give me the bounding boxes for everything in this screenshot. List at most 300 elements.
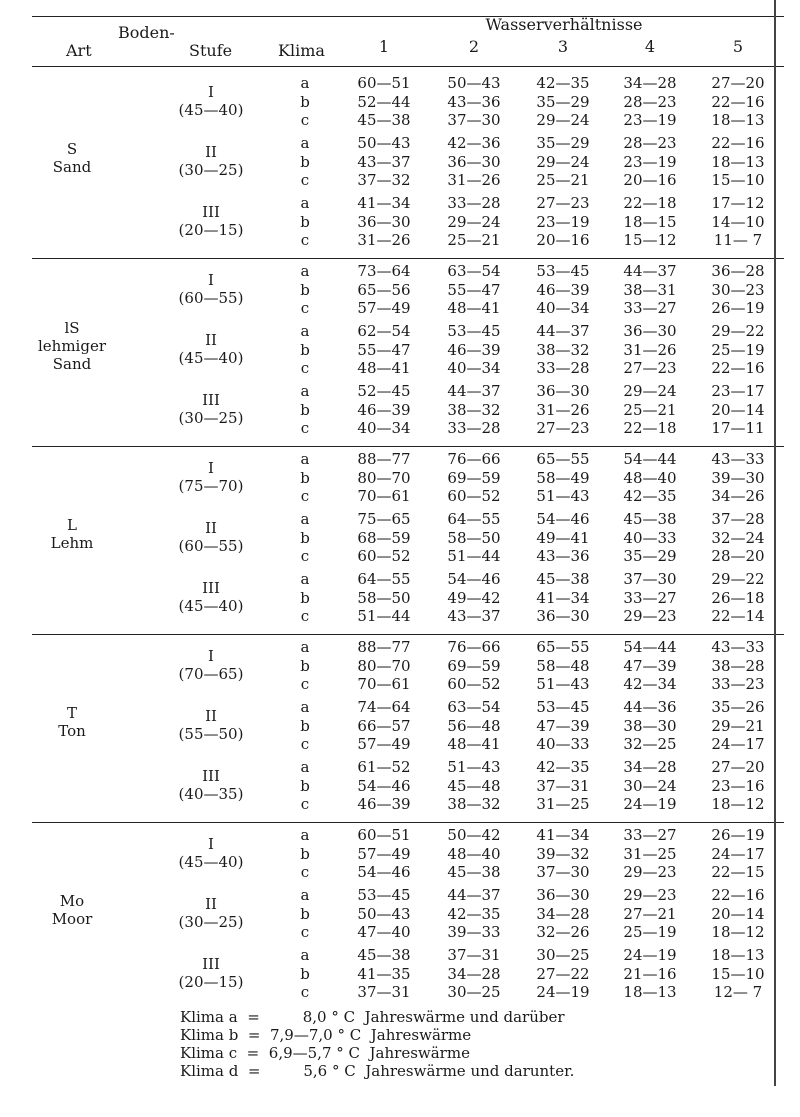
table-cell: 48—40 [447, 844, 501, 863]
table-cell: 88—77 [357, 638, 411, 656]
table-cell: 33—28 [536, 359, 590, 377]
stufe-label: I [208, 647, 214, 665]
table-cell: 45—48 [447, 776, 501, 795]
table-cell: 51—43 [536, 675, 590, 693]
stufe-range: (45—40) [178, 101, 244, 119]
stufe-range: (45—40) [178, 597, 244, 615]
table-cell: 54—46 [536, 510, 590, 528]
table-cell: 51—43 [447, 758, 501, 776]
table-cell: 35—29 [536, 134, 590, 152]
table-cell: 49—41 [536, 528, 590, 547]
klima-letter: c [300, 675, 310, 693]
klima-letter: a [300, 826, 310, 844]
table-cell: 70—61 [357, 675, 411, 693]
table-cell: 80—70 [357, 656, 411, 675]
klima-letter: a [300, 74, 310, 92]
table-cell: 38—32 [447, 795, 501, 813]
table-cell: 27—23 [623, 359, 677, 377]
table-cell: 24—19 [536, 983, 590, 1001]
table-cell: 17—12 [711, 194, 765, 212]
stufe-range: (45—40) [178, 349, 244, 367]
klima-letter: c [300, 419, 310, 437]
soil-type-name: Moor [51, 910, 93, 928]
table-cell: 47—39 [623, 656, 677, 675]
table-cell: 33—27 [623, 299, 677, 317]
header-col-2: 2 [468, 37, 480, 56]
table-cell: 42—34 [623, 675, 677, 693]
table-cell: 37—30 [536, 863, 590, 881]
table-cell: 29—23 [623, 886, 677, 904]
table-cell: 45—38 [447, 863, 501, 881]
table-cell: 37—30 [447, 111, 501, 129]
table-cell: 58—50 [357, 588, 411, 607]
table-cell: 34—26 [711, 487, 765, 505]
table-cell: 37—30 [623, 570, 677, 588]
table-cell: 25—21 [623, 400, 677, 419]
table-cell: 41—34 [536, 588, 590, 607]
table-cell: 66—57 [357, 716, 411, 735]
stufe-range: (30—25) [178, 409, 244, 427]
table-cell: 43—37 [447, 607, 501, 625]
table-cell: 33—27 [623, 826, 677, 844]
table-cell: 44—37 [623, 262, 677, 280]
table-cell: 24—19 [623, 795, 677, 813]
table-cell: 40—33 [536, 735, 590, 753]
klima-letter: b [300, 716, 310, 735]
table-cell: 32—25 [623, 735, 677, 753]
stufe-label: II [205, 519, 217, 537]
table-cell: 18—12 [711, 795, 765, 813]
table-cell: 41—35 [357, 964, 411, 983]
klima-letter: b [300, 588, 310, 607]
table-cell: 18—13 [711, 152, 765, 171]
table-cell: 30—25 [447, 983, 501, 1001]
table-cell: 20—16 [536, 231, 590, 249]
table-cell: 65—55 [536, 450, 590, 468]
table-cell: 21—16 [623, 964, 677, 983]
table-cell: 69—59 [447, 656, 501, 675]
table-cell: 15—10 [711, 964, 765, 983]
table-cell: 55—47 [357, 340, 411, 359]
klima-letter: c [300, 607, 310, 625]
stufe-range: (60—55) [178, 289, 244, 307]
table-cell: 15—10 [711, 171, 765, 189]
klima-letter: b [300, 776, 310, 795]
table-cell: 36—30 [536, 382, 590, 400]
klima-letter: c [300, 735, 310, 753]
klima-letter: b [300, 212, 310, 231]
table-cell: 46—39 [357, 400, 411, 419]
table-cell: 27—20 [711, 758, 765, 776]
table-cell: 60—51 [357, 74, 411, 92]
table-cell: 45—38 [536, 570, 590, 588]
table-cell: 38—30 [623, 716, 677, 735]
stufe-label: III [202, 579, 220, 597]
table-cell: 53—45 [447, 322, 501, 340]
table-cell: 23—16 [711, 776, 765, 795]
table-cell: 36—28 [711, 262, 765, 280]
klima-letter: a [300, 570, 310, 588]
table-cell: 36—30 [357, 212, 411, 231]
table-cell: 50—43 [357, 904, 411, 923]
klima-letter: a [300, 322, 310, 340]
table-cell: 23—19 [623, 152, 677, 171]
klima-letter: b [300, 340, 310, 359]
table-cell: 29—23 [623, 863, 677, 881]
klima-letter: a [300, 638, 310, 656]
klima-letter: b [300, 152, 310, 171]
klima-letter: a [300, 510, 310, 528]
table-cell: 35—29 [623, 547, 677, 565]
table-cell: 33—23 [711, 675, 765, 693]
table-cell: 60—52 [447, 675, 501, 693]
table-cell: 48—40 [623, 468, 677, 487]
table-cell: 14—10 [711, 212, 765, 231]
stufe-label: II [205, 143, 217, 161]
table-cell: 55—47 [447, 280, 501, 299]
table-cell: 54—46 [357, 776, 411, 795]
table-cell: 47—39 [536, 716, 590, 735]
stufe-label: I [208, 459, 214, 477]
table-cell: 42—35 [536, 74, 590, 92]
table-cell: 27—23 [536, 194, 590, 212]
klima-letter: c [300, 171, 310, 189]
top-rule [32, 16, 784, 17]
soil-type-code: S [66, 140, 78, 158]
klima-letter: b [300, 92, 310, 111]
soil-type-code: L [67, 516, 77, 534]
table-cell: 53—45 [536, 698, 590, 716]
table-cell: 24—19 [623, 946, 677, 964]
soil-type-name: Lehm [50, 534, 94, 552]
soil-type-name: Ton [58, 722, 86, 740]
klima-letter: b [300, 844, 310, 863]
table-cell: 60—52 [447, 487, 501, 505]
table-cell: 22—18 [623, 194, 677, 212]
table-cell: 18—15 [623, 212, 677, 231]
table-cell: 38—32 [447, 400, 501, 419]
group-divider-rule [32, 822, 784, 823]
table-cell: 29—23 [623, 607, 677, 625]
table-cell: 45—38 [357, 111, 411, 129]
table-cell: 38—32 [536, 340, 590, 359]
table-cell: 18—13 [711, 111, 765, 129]
table-cell: 52—44 [357, 92, 411, 111]
table-cell: 47—40 [357, 923, 411, 941]
klima-letter: a [300, 194, 310, 212]
table-cell: 30—23 [711, 280, 765, 299]
table-cell: 29—22 [711, 322, 765, 340]
group-divider-rule [32, 258, 784, 259]
table-cell: 25—19 [711, 340, 765, 359]
group-divider-rule [32, 634, 784, 635]
table-cell: 33—27 [623, 588, 677, 607]
header-col-5: 5 [732, 37, 744, 56]
header-wasserverhaeltnisse: Wasserverhältnisse [485, 15, 643, 34]
header-stufe: Stufe [189, 41, 233, 60]
table-cell: 31—25 [536, 795, 590, 813]
klima-letter: a [300, 262, 310, 280]
klima-letter: a [300, 698, 310, 716]
table-cell: 42—35 [623, 487, 677, 505]
stufe-label: III [202, 767, 220, 785]
table-cell: 76—66 [447, 638, 501, 656]
table-cell: 29—22 [711, 570, 765, 588]
table-cell: 12— 7 [713, 983, 763, 1001]
table-cell: 36—30 [536, 886, 590, 904]
table-cell: 32—24 [711, 528, 765, 547]
stufe-range: (20—15) [178, 221, 244, 239]
table-cell: 45—38 [357, 946, 411, 964]
klima-letter: b [300, 656, 310, 675]
table-cell: 50—42 [447, 826, 501, 844]
legend-line-a: Klima a = 8,0 ° C Jahreswärme und darüber [180, 1008, 565, 1026]
table-cell: 43—33 [711, 638, 765, 656]
table-cell: 33—28 [447, 194, 501, 212]
table-cell: 42—35 [536, 758, 590, 776]
stufe-range: (30—25) [178, 913, 244, 931]
table-cell: 24—17 [711, 844, 765, 863]
table-cell: 15—12 [623, 231, 677, 249]
table-cell: 39—30 [711, 468, 765, 487]
klima-letter: c [300, 547, 310, 565]
klima-letter: c [300, 299, 310, 317]
table-cell: 70—61 [357, 487, 411, 505]
table-cell: 37—28 [711, 510, 765, 528]
table-cell: 44—36 [623, 698, 677, 716]
table-cell: 76—66 [447, 450, 501, 468]
table-cell: 43—36 [447, 92, 501, 111]
table-cell: 57—49 [357, 299, 411, 317]
klima-letter: b [300, 904, 310, 923]
klima-letter: b [300, 400, 310, 419]
table-cell: 27—23 [536, 419, 590, 437]
table-cell: 50—43 [357, 134, 411, 152]
table-cell: 40—34 [536, 299, 590, 317]
header-col-3: 3 [557, 37, 569, 56]
legend-line-d: Klima d = 5,6 ° C Jahreswärme und darunter. [180, 1062, 575, 1080]
table-cell: 46—39 [447, 340, 501, 359]
table-cell: 31—26 [357, 231, 411, 249]
soil-type-code: Mo [59, 892, 85, 910]
table-cell: 35—29 [536, 92, 590, 111]
table-cell: 44—37 [536, 322, 590, 340]
table-cell: 27—20 [711, 74, 765, 92]
stufe-range: (30—25) [178, 161, 244, 179]
stufe-range: (40—35) [178, 785, 244, 803]
table-cell: 53—45 [536, 262, 590, 280]
table-cell: 43—33 [711, 450, 765, 468]
header-boden: Boden- [118, 23, 175, 42]
klima-letter: a [300, 758, 310, 776]
klima-letter: a [300, 946, 310, 964]
table-cell: 75—65 [357, 510, 411, 528]
table-cell: 22—16 [711, 134, 765, 152]
table-cell: 31—26 [447, 171, 501, 189]
table-cell: 64—55 [357, 570, 411, 588]
group-divider-rule [32, 446, 784, 447]
klima-letter: c [300, 795, 310, 813]
table-cell: 42—36 [447, 134, 501, 152]
stufe-range: (75—70) [178, 477, 244, 495]
table-cell: 51—44 [357, 607, 411, 625]
table-cell: 41—34 [536, 826, 590, 844]
klima-letter: a [300, 450, 310, 468]
table-cell: 27—22 [536, 964, 590, 983]
stufe-label: I [208, 83, 214, 101]
table-cell: 11— 7 [713, 231, 763, 249]
table-cell: 58—48 [536, 656, 590, 675]
table-cell: 39—33 [447, 923, 501, 941]
table-cell: 53—45 [357, 886, 411, 904]
table-cell: 80—70 [357, 468, 411, 487]
table-cell: 20—14 [711, 904, 765, 923]
table-cell: 23—19 [536, 212, 590, 231]
table-cell: 40—33 [623, 528, 677, 547]
table-cell: 34—28 [447, 964, 501, 983]
table-cell: 27—21 [623, 904, 677, 923]
table-cell: 44—37 [447, 382, 501, 400]
table-cell: 54—44 [623, 638, 677, 656]
klima-letter: b [300, 280, 310, 299]
table-cell: 18—13 [623, 983, 677, 1001]
table-cell: 37—32 [357, 171, 411, 189]
klima-letter: a [300, 382, 310, 400]
soil-type-code: T [66, 704, 78, 722]
table-cell: 62—54 [357, 322, 411, 340]
stufe-label: III [202, 203, 220, 221]
stufe-range: (55—50) [178, 725, 244, 743]
table-cell: 43—37 [357, 152, 411, 171]
table-cell: 36—30 [623, 322, 677, 340]
stufe-label: II [205, 707, 217, 725]
table-cell: 52—45 [357, 382, 411, 400]
table-cell: 68—59 [357, 528, 411, 547]
table-cell: 49—42 [447, 588, 501, 607]
legend-line-c: Klima c = 6,9—5,7 ° C Jahreswärme [180, 1044, 470, 1062]
table-cell: 29—24 [623, 382, 677, 400]
header-klima: Klima [278, 41, 325, 60]
table-cell: 44—37 [447, 886, 501, 904]
stufe-range: (45—40) [178, 853, 244, 871]
table-cell: 63—54 [447, 262, 501, 280]
table-cell: 39—32 [536, 844, 590, 863]
table-cell: 37—31 [447, 946, 501, 964]
table-cell: 51—44 [447, 547, 501, 565]
table-cell: 60—52 [357, 547, 411, 565]
klima-letter: c [300, 231, 310, 249]
table-cell: 31—26 [536, 400, 590, 419]
table-cell: 28—23 [623, 134, 677, 152]
table-cell: 24—17 [711, 735, 765, 753]
table-cell: 42—35 [447, 904, 501, 923]
table-cell: 50—43 [447, 74, 501, 92]
table-cell: 45—38 [623, 510, 677, 528]
table-cell: 26—18 [711, 588, 765, 607]
table-cell: 31—26 [623, 340, 677, 359]
table-cell: 18—13 [711, 946, 765, 964]
table-cell: 43—36 [536, 547, 590, 565]
table-cell: 34—28 [623, 74, 677, 92]
klima-letter: c [300, 359, 310, 377]
table-cell: 57—49 [357, 735, 411, 753]
table-cell: 56—48 [447, 716, 501, 735]
legend-line-b: Klima b = 7,9—7,0 ° C Jahreswärme [180, 1026, 472, 1044]
table-cell: 22—14 [711, 607, 765, 625]
table-cell: 20—16 [623, 171, 677, 189]
table-cell: 30—25 [536, 946, 590, 964]
table-cell: 29—24 [536, 111, 590, 129]
klima-letter: a [300, 134, 310, 152]
soil-type-name: lehmiger Sand [37, 337, 106, 373]
table-cell: 65—55 [536, 638, 590, 656]
table-cell: 58—50 [447, 528, 501, 547]
scan-edge-line [774, 0, 776, 1086]
klima-letter: c [300, 111, 310, 129]
table-cell: 51—43 [536, 487, 590, 505]
table-cell: 26—19 [711, 826, 765, 844]
klima-letter: a [300, 886, 310, 904]
stufe-range: (20—15) [178, 973, 244, 991]
klima-letter: b [300, 468, 310, 487]
table-cell: 33—28 [447, 419, 501, 437]
table-cell: 48—41 [357, 359, 411, 377]
header-col-4: 4 [644, 37, 656, 56]
stufe-label: II [205, 331, 217, 349]
table-cell: 22—15 [711, 863, 765, 881]
table-cell: 37—31 [357, 983, 411, 1001]
table-cell: 60—51 [357, 826, 411, 844]
klima-letter: c [300, 487, 310, 505]
klima-letter: c [300, 983, 310, 1001]
table-cell: 48—41 [447, 735, 501, 753]
table-cell: 25—21 [536, 171, 590, 189]
klima-letter: c [300, 923, 310, 941]
table-cell: 57—49 [357, 844, 411, 863]
stufe-label: III [202, 955, 220, 973]
table-cell: 69—59 [447, 468, 501, 487]
table-cell: 40—34 [357, 419, 411, 437]
table-cell: 58—49 [536, 468, 590, 487]
stufe-label: III [202, 391, 220, 409]
table-cell: 28—23 [623, 92, 677, 111]
soil-type-name: Sand [52, 158, 92, 176]
table-cell: 29—24 [536, 152, 590, 171]
table-cell: 23—19 [623, 111, 677, 129]
table-cell: 88—77 [357, 450, 411, 468]
table-cell: 37—31 [536, 776, 590, 795]
table-cell: 54—46 [357, 863, 411, 881]
stufe-label: I [208, 835, 214, 853]
stufe-range: (70—65) [178, 665, 244, 683]
table-cell: 63—54 [447, 698, 501, 716]
table-cell: 64—55 [447, 510, 501, 528]
table-cell: 23—17 [711, 382, 765, 400]
table-cell: 65—56 [357, 280, 411, 299]
header-col-1: 1 [378, 37, 390, 56]
table-cell: 38—31 [623, 280, 677, 299]
table-cell: 29—24 [447, 212, 501, 231]
table-cell: 41—34 [357, 194, 411, 212]
table-cell: 46—39 [536, 280, 590, 299]
stufe-range: (60—55) [178, 537, 244, 555]
table-cell: 17—11 [711, 419, 765, 437]
table-cell: 18—12 [711, 923, 765, 941]
table-cell: 36—30 [536, 607, 590, 625]
table-cell: 28—20 [711, 547, 765, 565]
klima-letter: b [300, 964, 310, 983]
table-cell: 38—28 [711, 656, 765, 675]
